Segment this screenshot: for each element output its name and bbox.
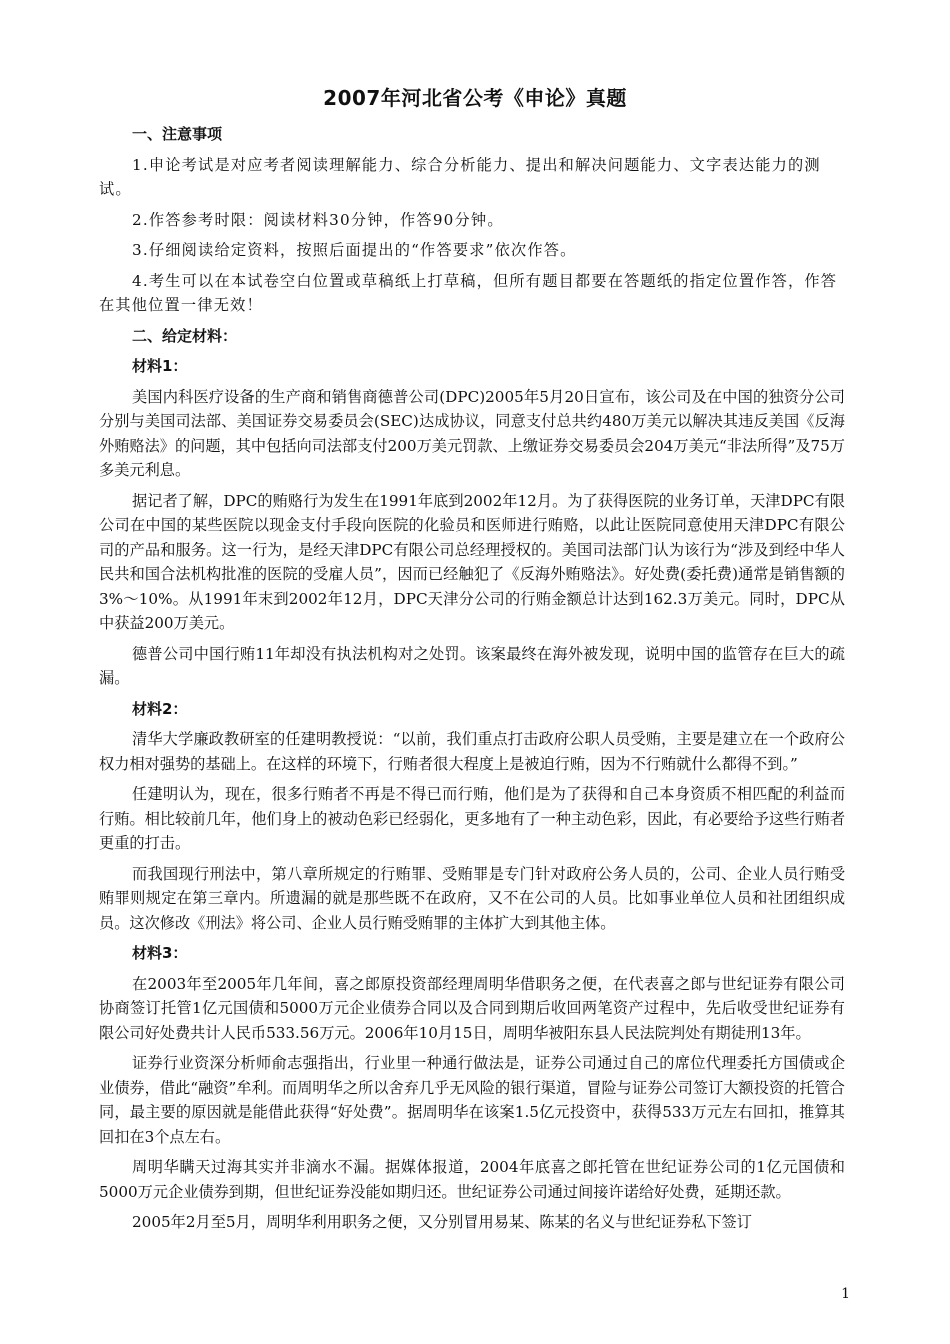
document-body (99, 122, 845, 1241)
section-heading-materials: 二、给定材料： (132, 326, 238, 345)
note-item: 2.作答参考时限：阅读材料30分钟，作答90分钟。 (132, 210, 504, 229)
material-label: 材料2： (132, 699, 188, 718)
material-paragraph: 据记者了解，DPC的贿赂行为发生在1991年底到2002年12月。为了获得医院的业务订单，天津DPC有限公司在中国的某些医院以现金支付手段向医院的化验员和医师进行贿赂，以此让医院同意使用天津DPC有限公司的产品和服务。这一行为，是经天津DPC有限公司总经理授权的。美国司法部门认为该行为“涉及到经中华人民共和国合法机构批准的医院的受雇人员”，因而已经触犯了《反海外贿赂法》。好处费(委托费)通常是销售额的3%～10%。从1991年末到2002年12月，DPC天津分公司的行贿金额总计达到162.3万美元。同时，DPC从中获益200万美元。 (99, 491, 845, 632)
note-item: 4.考生可以在本试卷空白位置或草稿纸上打草稿，但所有题目都要在答题纸的指定位置作答，作答在其他位置一律无效！ (99, 271, 838, 314)
note-item: 3.仔细阅读给定资料，按照后面提出的“作答要求”依次作答。 (132, 241, 577, 259)
material-paragraph: 德普公司中国行贿11年却没有执法机构对之处罚。该案最终在海外被发现，说明中国的监管存在巨大的疏漏。 (99, 644, 845, 687)
page-number: 1 (841, 1286, 850, 1302)
material-paragraph: 美国内科医疗设备的生产商和销售商德普公司(DPC)2005年5月20日宣布，该公司及在中国的独资分公司分别与美国司法部、美国证券交易委员会(SEC)达成协议，同意支付总共约480万美元以解决其违反美国《反海外贿赂法》的问题，其中包括向司法部支付200万美元罚款、上缴证券交易委员会204万美元“非法所得”及75万多美元利息。 (99, 387, 845, 479)
document-title: 2007年河北省公考《申论》真题 (323, 86, 627, 110)
material-label: 材料1： (132, 357, 188, 375)
note-item: 1.申论考试是对应考者阅读理解能力、综合分析能力、提出和解决问题能力、文字表达能力的测试。 (99, 155, 821, 198)
material-paragraph: 而我国现行刑法中，第八章所规定的行贿罪、受贿罪是专门针对政府公务人员的，公司、企业人员行贿受贿罪则规定在第三章内。所遗漏的就是那些既不在政府，又不在公司的人员。比如事业单位人员和社团组织成员。这次修改《刑法》将公司、企业人员行贿受贿罪的主体扩大到其他主体。 (99, 864, 845, 932)
material-paragraph: 周明华瞒天过海其实并非滴水不漏。据媒体报道，2004年底喜之郎托管在世纪证券公司的1亿元国债和5000万元企业债券到期，但世纪证券没能如期归还。世纪证券公司通过间接许诺给好处费，延期还款。 (99, 1158, 845, 1201)
section-heading-notes: 一、注意事项 (132, 125, 223, 143)
material-paragraph: 证券行业资深分析师俞志强指出，行业里一种通行做法是，证券公司通过自己的席位代理委托方国债或企业债券，借此“融资”牟利。而周明华之所以舍弃几乎无风险的银行渠道，冒险与证券公司签订大额投资的托管合同，最主要的原因就是能借此获得“好处费”。据周明华在该案1.5亿元投资中，获得533万元左右回扣，推算其回扣在3个点左右。 (99, 1054, 845, 1146)
material-paragraph: 清华大学廉政教研室的任建明教授说：“以前，我们重点打击政府公职人员受贿，主要是建立在一个政府公权力相对强势的基础上。在这样的环境下，行贿者很大程度上是被迫行贿，因为不行贿就什么都得不到。” (99, 730, 845, 773)
material-paragraph: 任建明认为，现在，很多行贿者不再是不得已而行贿，他们是为了获得和自己本身资质不相匹配的利益而行贿。相比较前几年，他们身上的被动色彩已经弱化，更多地有了一种主动色彩，因此，有必要给予这些行贿者更重的打击。 (99, 785, 845, 852)
material-paragraph: 在2003年至2005年几年间，喜之郎原投资部经理周明华借职务之便，在代表喜之郎与世纪证券有限公司协商签订托管1亿元国债和5000万元企业债券合同以及合同到期后收回两笔资产过程中，先后收受世纪证券有限公司好处费共计人民币533.56万元。2006年10月15日，周明华被阳东县人民法院判处有期徒刑13年。 (99, 974, 845, 1042)
material-paragraph: 2005年2月至5月，周明华利用职务之便，又分别冒用易某、陈某的名义与世纪证券私下签订 (132, 1213, 752, 1231)
material-label: 材料3： (132, 944, 188, 962)
